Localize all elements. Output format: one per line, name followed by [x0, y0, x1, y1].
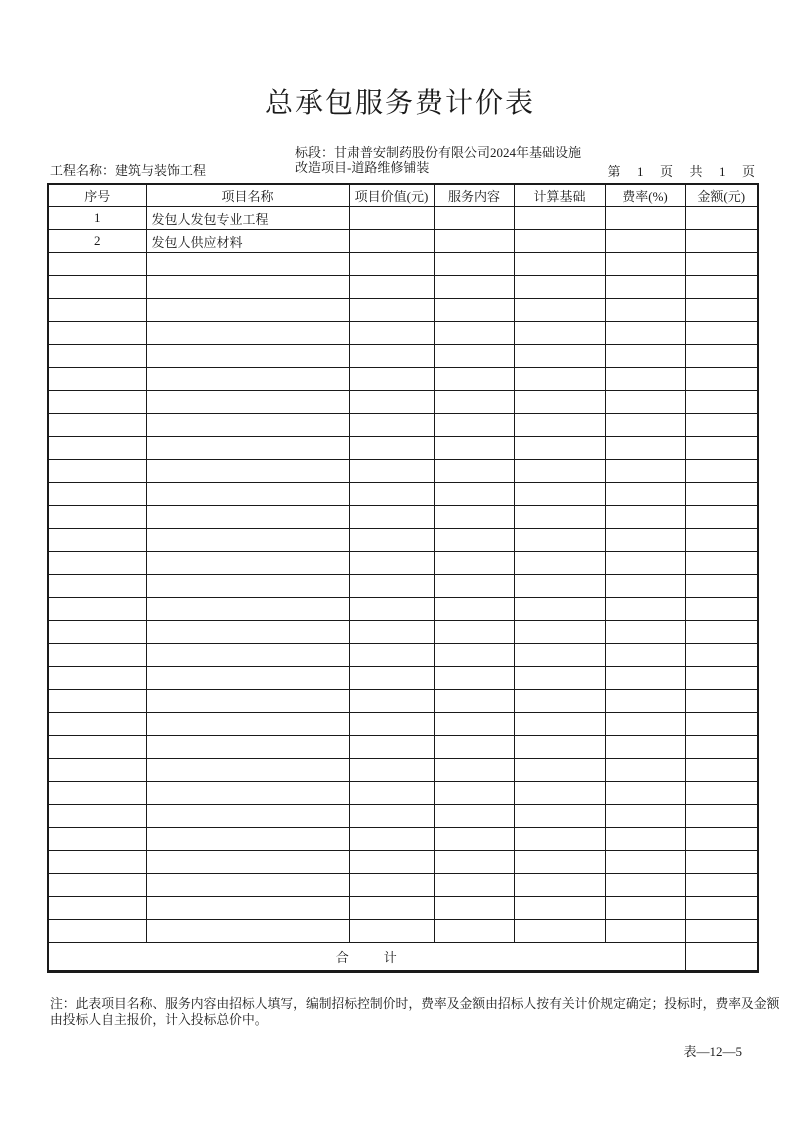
- cell-value: [349, 506, 434, 529]
- cell-rate: [605, 598, 685, 621]
- cell-basis: [514, 299, 605, 322]
- column-header-rate: 费率(%): [605, 184, 685, 207]
- cell-name: [146, 483, 349, 506]
- cell-service: [434, 552, 514, 575]
- cell-basis: [514, 667, 605, 690]
- cell-name: [146, 851, 349, 874]
- cell-value: [349, 322, 434, 345]
- cell-rate: [605, 207, 685, 230]
- cell-no: [48, 253, 146, 276]
- cell-value: [349, 460, 434, 483]
- cell-value: [349, 483, 434, 506]
- table-row: [48, 276, 758, 299]
- project-name: 工程名称：建筑与装饰工程: [50, 163, 207, 178]
- cell-rate: [605, 345, 685, 368]
- cell-no: [48, 598, 146, 621]
- cell-amount: [685, 805, 758, 828]
- column-header-service: 服务内容: [434, 184, 514, 207]
- cell-amount: [685, 529, 758, 552]
- cell-name: [146, 529, 349, 552]
- cell-no: 1: [48, 207, 146, 230]
- table-row: [48, 759, 758, 782]
- section-line-2: 改造项目-道路维修铺装: [295, 159, 430, 175]
- table-row: [48, 345, 758, 368]
- cell-value: [349, 253, 434, 276]
- cell-basis: [514, 506, 605, 529]
- cell-name: [146, 414, 349, 437]
- cell-no: [48, 828, 146, 851]
- cell-value: [349, 851, 434, 874]
- cell-name: [146, 736, 349, 759]
- section-line-1: 标段：甘肃普安制药股份有限公司2024年基础设施: [295, 145, 582, 160]
- cell-amount: [685, 506, 758, 529]
- cell-service: [434, 667, 514, 690]
- cell-value: [349, 828, 434, 851]
- cell-service: [434, 230, 514, 253]
- cell-basis: [514, 460, 605, 483]
- cell-rate: [605, 299, 685, 322]
- cell-basis: [514, 851, 605, 874]
- cell-no: [48, 667, 146, 690]
- cell-amount: [685, 782, 758, 805]
- cell-value: [349, 575, 434, 598]
- cell-amount: [685, 897, 758, 920]
- cell-no: [48, 414, 146, 437]
- cell-service: [434, 805, 514, 828]
- cell-basis: [514, 782, 605, 805]
- cell-value: [349, 759, 434, 782]
- cell-name: [146, 437, 349, 460]
- cell-amount: [685, 460, 758, 483]
- cell-name: [146, 460, 349, 483]
- cell-service: [434, 759, 514, 782]
- cell-basis: [514, 529, 605, 552]
- cell-basis: [514, 483, 605, 506]
- cell-value: [349, 920, 434, 943]
- cell-basis: [514, 828, 605, 851]
- cell-basis: [514, 322, 605, 345]
- cell-name: [146, 322, 349, 345]
- cell-service: [434, 851, 514, 874]
- cell-amount: [685, 621, 758, 644]
- cell-no: [48, 851, 146, 874]
- cell-rate: [605, 276, 685, 299]
- cell-name: [146, 897, 349, 920]
- table-row: [48, 414, 758, 437]
- cell-name: [146, 828, 349, 851]
- cell-name: [146, 391, 349, 414]
- cell-rate: [605, 805, 685, 828]
- cell-amount: [685, 345, 758, 368]
- cell-basis: [514, 644, 605, 667]
- cell-name: [146, 621, 349, 644]
- cell-amount: [685, 299, 758, 322]
- cell-rate: [605, 897, 685, 920]
- cell-name: [146, 552, 349, 575]
- cell-name: [146, 759, 349, 782]
- cell-value: [349, 391, 434, 414]
- cell-service: [434, 276, 514, 299]
- cell-no: [48, 920, 146, 943]
- cell-name: [146, 644, 349, 667]
- table-row: [48, 299, 758, 322]
- cell-service: [434, 644, 514, 667]
- cell-no: [48, 322, 146, 345]
- cell-rate: [605, 667, 685, 690]
- cell-name: [146, 713, 349, 736]
- cell-basis: [514, 598, 605, 621]
- cell-value: [349, 529, 434, 552]
- cell-name: [146, 667, 349, 690]
- page-title: 总承包服务费计价表: [264, 88, 535, 119]
- header-row: [48, 184, 758, 207]
- table-row: [48, 897, 758, 920]
- table-row: [48, 460, 758, 483]
- cell-amount: [685, 437, 758, 460]
- cell-amount: [685, 368, 758, 391]
- cell-no: [48, 483, 146, 506]
- cell-no: [48, 368, 146, 391]
- cell-rate: [605, 736, 685, 759]
- cell-value: [349, 368, 434, 391]
- cell-value: [349, 552, 434, 575]
- cell-service: [434, 713, 514, 736]
- cell-name: [146, 782, 349, 805]
- cell-no: [48, 299, 146, 322]
- table-row: [48, 713, 758, 736]
- cell-value: [349, 598, 434, 621]
- cell-no: [48, 552, 146, 575]
- cell-service: [434, 828, 514, 851]
- cell-amount: [685, 391, 758, 414]
- cell-name: [146, 874, 349, 897]
- cell-rate: [605, 460, 685, 483]
- cell-rate: [605, 713, 685, 736]
- cell-rate: [605, 828, 685, 851]
- table-row: [48, 667, 758, 690]
- cell-service: [434, 598, 514, 621]
- cell-name: [146, 299, 349, 322]
- cell-no: [48, 874, 146, 897]
- cell-amount: [685, 736, 758, 759]
- cell-service: [434, 920, 514, 943]
- cell-service: [434, 322, 514, 345]
- cell-amount: [685, 230, 758, 253]
- cell-rate: [605, 621, 685, 644]
- column-header-no: 序号: [48, 184, 146, 207]
- cell-service: [434, 368, 514, 391]
- cell-value: [349, 230, 434, 253]
- cell-name: [146, 598, 349, 621]
- section-name: [295, 146, 581, 175]
- cell-basis: [514, 437, 605, 460]
- table-row: [48, 230, 758, 253]
- cell-rate: [605, 690, 685, 713]
- cell-basis: [514, 713, 605, 736]
- cell-basis: [514, 621, 605, 644]
- cell-service: [434, 207, 514, 230]
- table-body: [48, 207, 758, 972]
- cell-value: [349, 621, 434, 644]
- cell-no: [48, 345, 146, 368]
- footnote-line-2: 由投标人自主报价，计入投标总价中。: [50, 1012, 268, 1027]
- cell-value: [349, 736, 434, 759]
- table-row: [48, 529, 758, 552]
- form-code: 表—12—5: [683, 1044, 742, 1059]
- cell-service: [434, 506, 514, 529]
- table-row: [48, 782, 758, 805]
- cell-rate: [605, 759, 685, 782]
- cell-basis: [514, 230, 605, 253]
- cell-name: [146, 506, 349, 529]
- cell-name: [146, 368, 349, 391]
- cell-basis: [514, 414, 605, 437]
- total-label: 合 计: [48, 943, 685, 972]
- cell-no: [48, 782, 146, 805]
- cell-amount: [685, 713, 758, 736]
- cell-rate: [605, 253, 685, 276]
- cell-service: [434, 460, 514, 483]
- cell-service: [434, 690, 514, 713]
- cell-rate: [605, 552, 685, 575]
- cell-basis: [514, 368, 605, 391]
- table-row: [48, 552, 758, 575]
- cell-value: [349, 437, 434, 460]
- cell-rate: [605, 368, 685, 391]
- cell-service: [434, 897, 514, 920]
- cell-no: [48, 575, 146, 598]
- table-row: [48, 506, 758, 529]
- cell-value: [349, 874, 434, 897]
- cell-amount: [685, 483, 758, 506]
- cell-no: [48, 690, 146, 713]
- cell-rate: [605, 874, 685, 897]
- cell-value: [349, 345, 434, 368]
- cell-value: [349, 713, 434, 736]
- total-row: [48, 943, 758, 972]
- table-row: [48, 483, 758, 506]
- cell-service: [434, 621, 514, 644]
- column-header-name: 项目名称: [146, 184, 349, 207]
- cell-amount: [685, 667, 758, 690]
- cell-basis: [514, 207, 605, 230]
- cell-no: [48, 897, 146, 920]
- cell-amount: [685, 759, 758, 782]
- cell-no: [48, 805, 146, 828]
- cell-rate: [605, 230, 685, 253]
- cell-amount: [685, 851, 758, 874]
- cell-service: [434, 345, 514, 368]
- cell-rate: [605, 644, 685, 667]
- cell-no: [48, 506, 146, 529]
- cell-basis: [514, 552, 605, 575]
- cell-rate: [605, 322, 685, 345]
- cell-rate: [605, 920, 685, 943]
- cell-amount: [685, 874, 758, 897]
- cell-basis: [514, 736, 605, 759]
- cell-no: [48, 644, 146, 667]
- cell-name: [146, 276, 349, 299]
- cell-name: 发包人供应材料: [146, 230, 349, 253]
- table-row: [48, 253, 758, 276]
- table-row: [48, 920, 758, 943]
- cell-no: [48, 529, 146, 552]
- cell-name: [146, 690, 349, 713]
- cell-name: [146, 253, 349, 276]
- cell-service: [434, 736, 514, 759]
- footnote-line-1: 注：此表项目名称、服务内容由招标人填写，编制招标控制价时，费率及金额由招标人按有关计价规定确定；投标时，费率及金额: [50, 997, 780, 1011]
- cell-service: [434, 575, 514, 598]
- cell-amount: [685, 322, 758, 345]
- cell-amount: [685, 828, 758, 851]
- cell-service: [434, 782, 514, 805]
- table-row: [48, 851, 758, 874]
- table-row: [48, 322, 758, 345]
- cell-amount: [685, 276, 758, 299]
- table-row: [48, 644, 758, 667]
- table-row: [48, 690, 758, 713]
- cell-rate: [605, 782, 685, 805]
- cell-amount: [685, 575, 758, 598]
- total-amount-cell: [685, 943, 758, 972]
- cell-basis: [514, 690, 605, 713]
- table-row: [48, 828, 758, 851]
- cell-no: 2: [48, 230, 146, 253]
- cell-name: 发包人发包专业工程: [146, 207, 349, 230]
- cell-value: [349, 414, 434, 437]
- table-row: [48, 736, 758, 759]
- cell-rate: [605, 391, 685, 414]
- cell-basis: [514, 805, 605, 828]
- cell-amount: [685, 253, 758, 276]
- cell-service: [434, 529, 514, 552]
- cell-rate: [605, 506, 685, 529]
- table-row: [48, 874, 758, 897]
- table-row: [48, 207, 758, 230]
- cell-no: [48, 276, 146, 299]
- cell-amount: [685, 207, 758, 230]
- cell-no: [48, 759, 146, 782]
- cell-value: [349, 299, 434, 322]
- cell-value: [349, 805, 434, 828]
- cell-service: [434, 253, 514, 276]
- cell-value: [349, 644, 434, 667]
- cell-rate: [605, 575, 685, 598]
- cell-rate: [605, 851, 685, 874]
- fee-table: [47, 183, 759, 973]
- cell-no: [48, 460, 146, 483]
- cell-value: [349, 667, 434, 690]
- cell-rate: [605, 414, 685, 437]
- cell-service: [434, 391, 514, 414]
- table-row: [48, 598, 758, 621]
- cell-service: [434, 483, 514, 506]
- cell-service: [434, 414, 514, 437]
- cell-value: [349, 897, 434, 920]
- cell-value: [349, 690, 434, 713]
- cell-basis: [514, 874, 605, 897]
- cell-rate: [605, 529, 685, 552]
- cell-amount: [685, 414, 758, 437]
- cell-value: [349, 207, 434, 230]
- cell-basis: [514, 575, 605, 598]
- footnote: [50, 997, 780, 1028]
- cell-service: [434, 874, 514, 897]
- cell-amount: [685, 920, 758, 943]
- cell-basis: [514, 276, 605, 299]
- cell-basis: [514, 345, 605, 368]
- cell-rate: [605, 483, 685, 506]
- cell-service: [434, 437, 514, 460]
- cell-basis: [514, 759, 605, 782]
- table-row: [48, 368, 758, 391]
- column-header-basis: 计算基础: [514, 184, 605, 207]
- cell-value: [349, 782, 434, 805]
- table-row: [48, 805, 758, 828]
- table-row: [48, 437, 758, 460]
- cell-amount: [685, 644, 758, 667]
- cell-name: [146, 920, 349, 943]
- cell-rate: [605, 437, 685, 460]
- cell-no: [48, 621, 146, 644]
- cell-value: [349, 276, 434, 299]
- cell-name: [146, 575, 349, 598]
- cell-no: [48, 391, 146, 414]
- cell-amount: [685, 690, 758, 713]
- page-number-info: 第 1 页 共 1 页: [607, 164, 755, 179]
- cell-basis: [514, 920, 605, 943]
- cell-no: [48, 713, 146, 736]
- table-row: [48, 575, 758, 598]
- table-row: [48, 391, 758, 414]
- cell-no: [48, 437, 146, 460]
- table-row: [48, 621, 758, 644]
- cell-basis: [514, 253, 605, 276]
- cell-amount: [685, 552, 758, 575]
- cell-no: [48, 736, 146, 759]
- cell-amount: [685, 598, 758, 621]
- cell-name: [146, 345, 349, 368]
- cell-name: [146, 805, 349, 828]
- column-header-value: 项目价值(元): [349, 184, 434, 207]
- column-header-amount: 金额(元): [685, 184, 758, 207]
- cell-basis: [514, 897, 605, 920]
- cell-basis: [514, 391, 605, 414]
- cell-service: [434, 299, 514, 322]
